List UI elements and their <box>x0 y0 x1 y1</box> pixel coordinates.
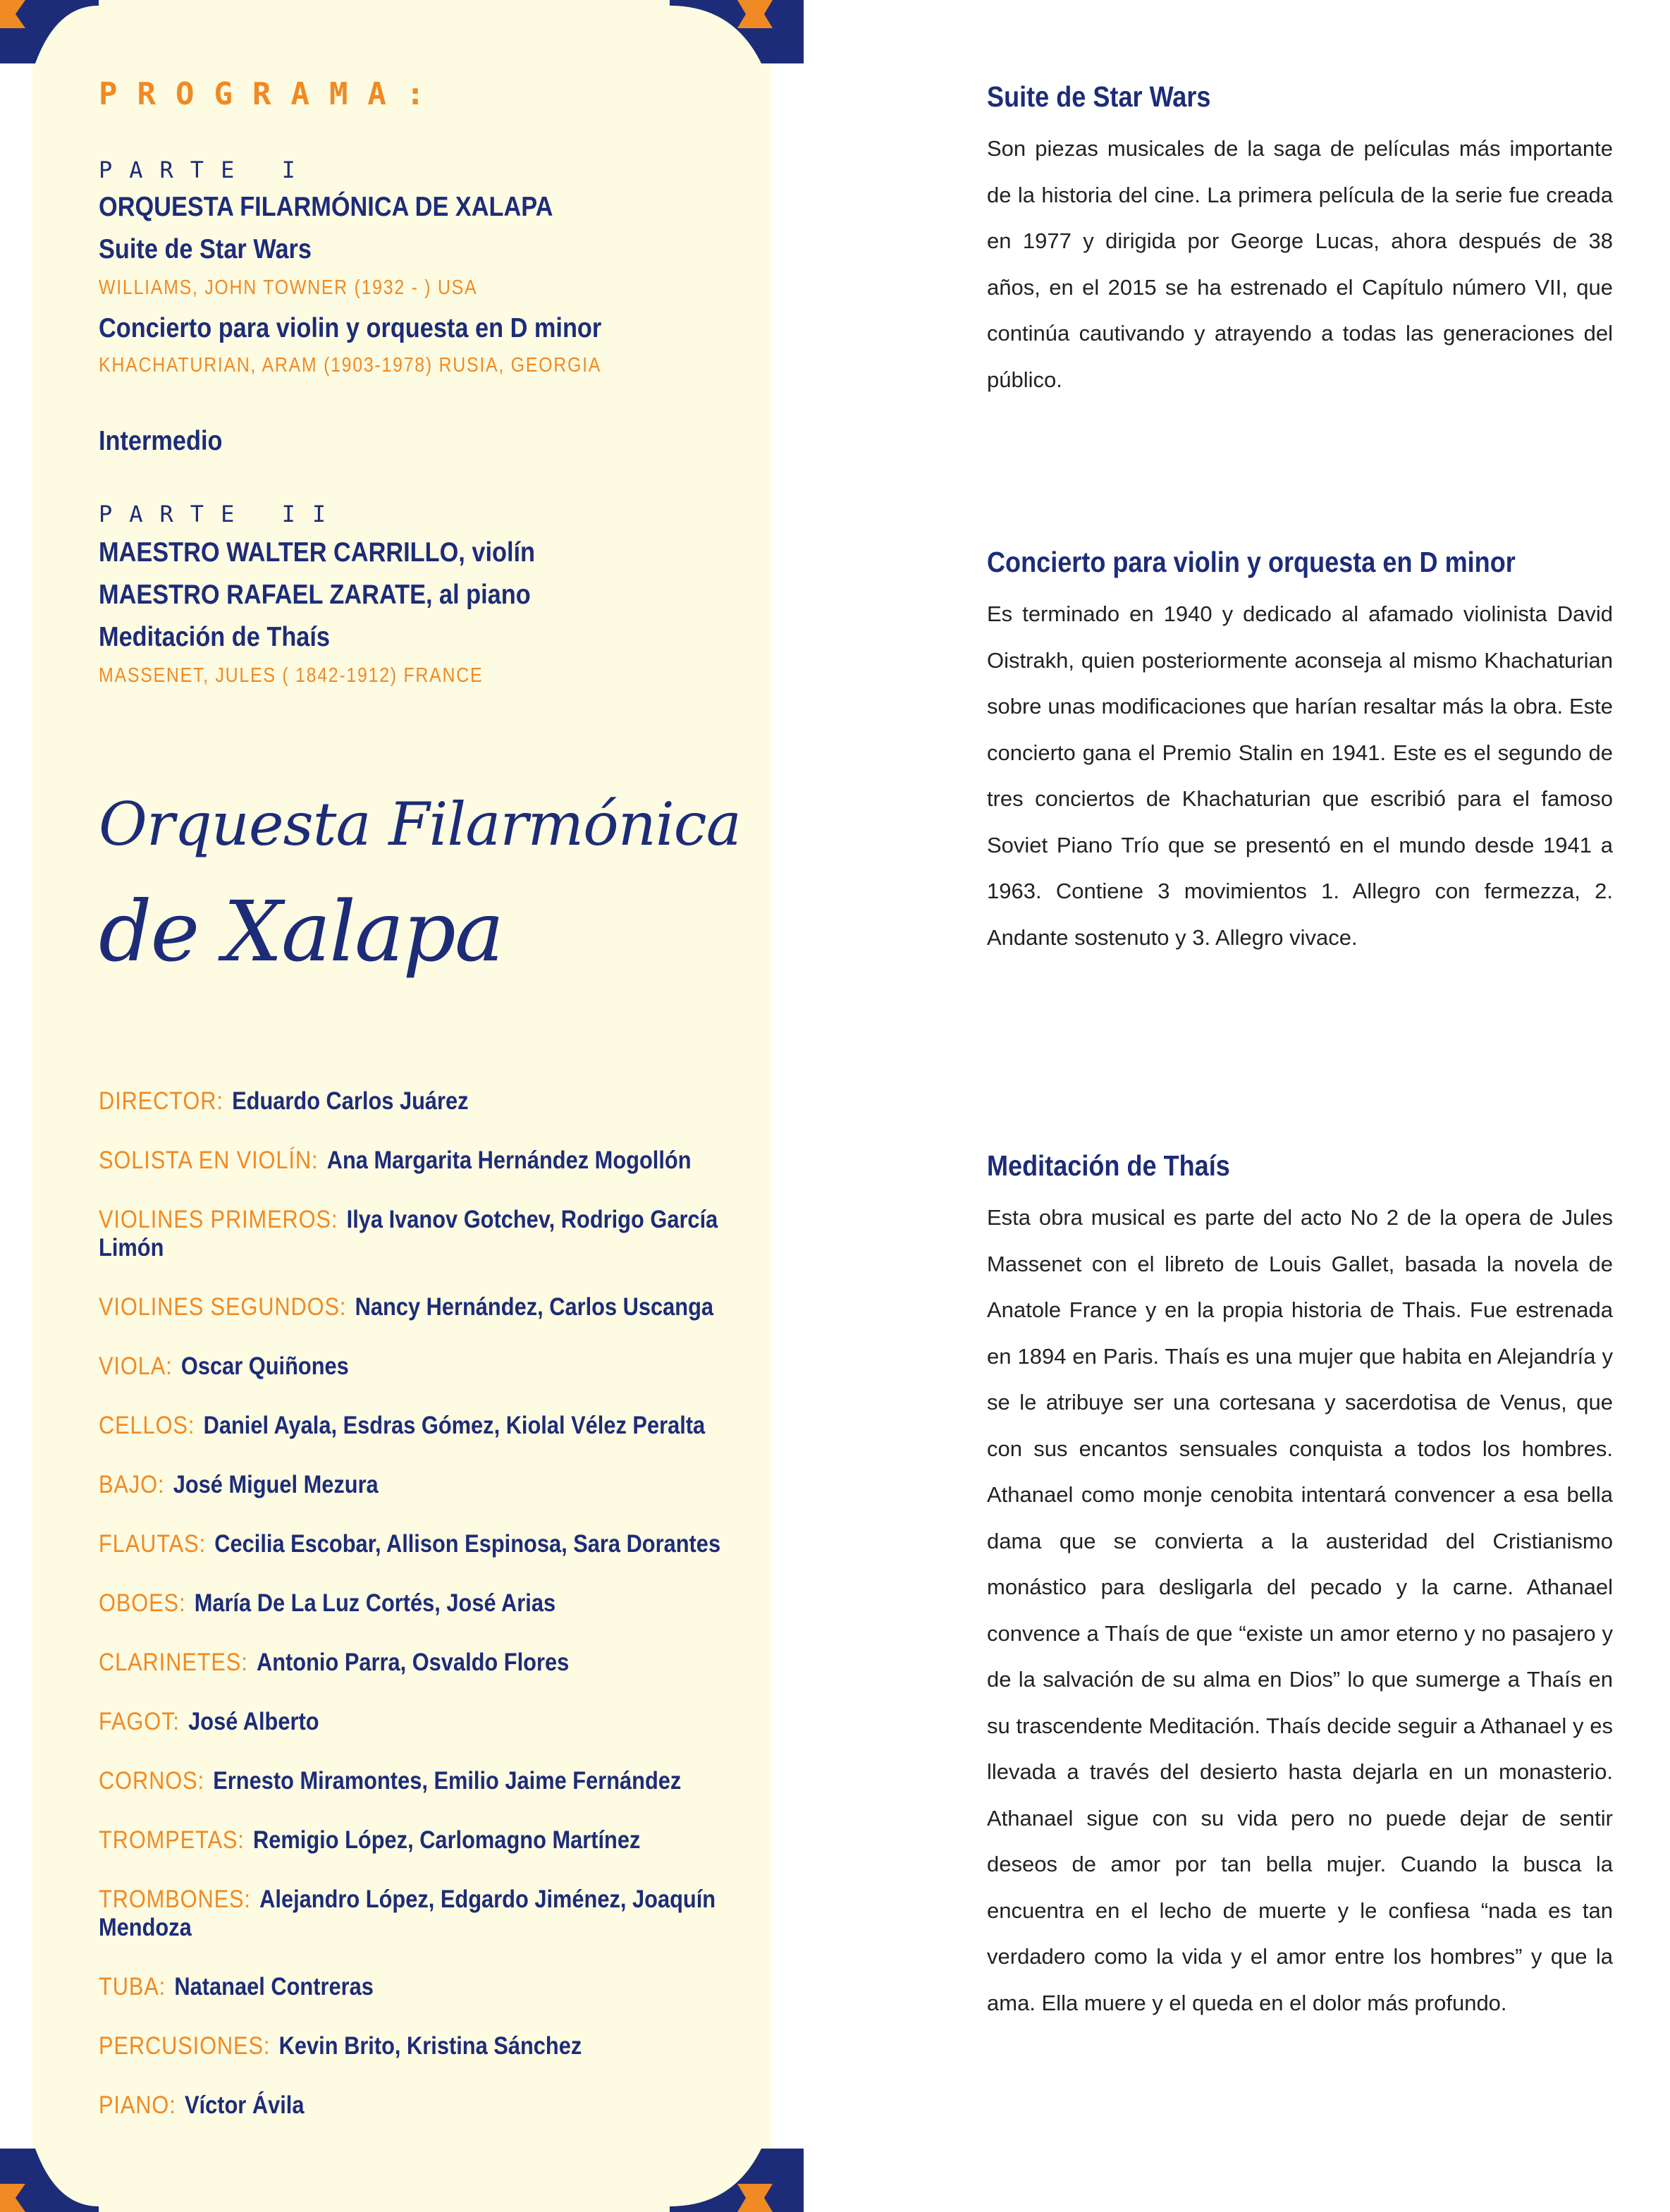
member-role: FLAUTAS: <box>99 1530 206 1558</box>
member-names: José Alberto <box>188 1708 319 1735</box>
script-title-line1: Orquesta Filarmónica <box>99 790 741 859</box>
member-names: Ana Margarita Hernández Mogollón <box>326 1147 692 1174</box>
note-text-star-wars: Son piezas musicales de la saga de películas más importante de la historia del cine. La primera película de la serie fue creada en 1977 y dirigida por George Lucas, ahora después de 38 años, en el 2015 se ha estrenado el Capítulo número VII, que continúa cautivando y atrayendo a todas las generaciones del público. <box>987 136 1613 392</box>
soloist-piano: MAESTRO RAFAEL ZARATE, al piano <box>99 580 531 610</box>
member-role: FAGOT: <box>99 1708 180 1735</box>
member-cellos <box>99 1412 732 1440</box>
member-role: PERCUSIONES: <box>99 2032 271 2060</box>
member-role: VIOLA: <box>99 1352 173 1380</box>
member-role: CORNOS: <box>99 1767 204 1795</box>
member-piano <box>99 2091 732 2120</box>
parte-1-label: PARTE I <box>99 157 312 183</box>
member-names: Antonio Parra, Osvaldo Flores <box>256 1649 570 1676</box>
member-bajo <box>99 1471 732 1499</box>
member-names: Víctor Ávila <box>185 2091 305 2119</box>
member-role: DIRECTOR: <box>99 1087 223 1115</box>
parte-2-label: PARTE II <box>99 501 343 527</box>
member-tuba <box>99 1973 732 2001</box>
note-text-thais: Esta obra musical es parte del acto No 2 de la opera de Jules Massenet con el libreto de Louis Gallet, basada la novela de Anatole France y en la propia historia de Thais. Fue estrenada en 1894 en Paris. Thaís es una mujer que habita en Alejandría y se le atribuye ser una cortesana y sacerdotisa de Venus, que con sus encantos sensuales conquista a todos los hombres. Athanael como monje cenobita intentará convencer a esa bella dama que se convierta a la austeridad del Cristianismo monástico para desligarla del pecado y la carne. Athanael convence a Thaís de que “existe un amor eterno y no pasajero y de la salvación de su alma en Dios” lo que sumerge a Thaís en su trascendente Meditación. Thaís decide seguir a Athanael y es llevada a través del desierto hasta dejarla en un monasterio. Athanael sigue con su vida pero no puede dejar de sentir deseos de amor por tan bella mujer. Cuando la busca la encuentra en el lecho de muerte y le confiesa “nada es tan verdadero como la vida y el amor entre los hombres” y que la ama. Ella muere y el queda en el dolor más profundo. <box>987 1205 1613 2015</box>
script-title-line2: de Xalapa <box>99 883 503 980</box>
piece-thais: Meditación de Thaís <box>99 622 331 652</box>
member-violines-primeros <box>99 1206 732 1262</box>
soloist-violin: MAESTRO WALTER CARRILLO, violín <box>99 537 536 568</box>
member-names: María De La Luz Cortés, José Arias <box>194 1589 556 1617</box>
bottom-left-ornament <box>0 2149 99 2212</box>
top-left-ornament <box>0 0 99 63</box>
note-title-thais: Meditación de Thaís <box>987 1149 1230 1182</box>
member-role: CLARINETES: <box>99 1649 248 1676</box>
member-role: BAJO: <box>99 1471 165 1498</box>
member-role: SOLISTA EN VIOLÍN: <box>99 1147 319 1174</box>
member-role: TROMBONES: <box>99 1886 251 1913</box>
member-role: CELLOS: <box>99 1412 195 1439</box>
member-role: VIOLINES SEGUNDOS: <box>99 1293 347 1321</box>
member-role: VIOLINES PRIMEROS: <box>99 1206 338 1233</box>
bottom-right-ornament <box>670 2149 804 2212</box>
member-role: TUBA: <box>99 1973 166 2000</box>
composer-khachaturian: KHACHATURIAN, ARAM (1903-1978) RUSIA, GEORGIA <box>99 354 602 377</box>
member-solista <box>99 1147 732 1175</box>
member-percusiones <box>99 2032 732 2060</box>
member-names: Ernesto Miramontes, Emilio Jaime Fernández <box>213 1767 682 1795</box>
member-names: Cecilia Escobar, Allison Espinosa, Sara Dorantes <box>214 1530 721 1558</box>
programa-title: PROGRAMA: <box>99 76 445 112</box>
member-fagot <box>99 1708 732 1736</box>
member-names: Nancy Hernández, Carlos Uscanga <box>355 1293 714 1321</box>
top-right-ornament <box>670 0 804 63</box>
member-trombones <box>99 1886 732 1942</box>
member-role: PIANO: <box>99 2091 176 2119</box>
intermedio: Intermedio <box>99 426 223 456</box>
member-oboes <box>99 1589 732 1618</box>
member-director <box>99 1087 732 1116</box>
piece-concierto: Concierto para violin y orquesta en D minor <box>99 313 602 343</box>
member-flautas <box>99 1530 732 1558</box>
note-title-star-wars: Suite de Star Wars <box>987 80 1211 113</box>
member-names: Natanael Contreras <box>174 1973 374 2000</box>
orchestra-name: ORQUESTA FILARMÓNICA DE XALAPA <box>99 192 553 222</box>
member-role: TROMPETAS: <box>99 1826 245 1854</box>
composer-massenet: MASSENET, JULES ( 1842-1912) FRANCE <box>99 664 484 687</box>
member-trompetas <box>99 1826 732 1854</box>
member-names: Kevin Brito, Kristina Sánchez <box>278 2032 582 2060</box>
member-role: OBOES: <box>99 1589 186 1617</box>
member-names: Alejandro López, Edgardo Jiménez, Joaquín Mendoza <box>99 1886 716 1941</box>
composer-williams: WILLIAMS, JOHN TOWNER (1932 - ) USA <box>99 276 478 299</box>
member-viola <box>99 1352 732 1381</box>
note-title-concierto: Concierto para violin y orquesta en D minor <box>987 546 1516 578</box>
member-names: Oscar Quiñones <box>180 1352 349 1380</box>
member-cornos <box>99 1767 732 1795</box>
member-violines-segundos <box>99 1293 732 1321</box>
piece-star-wars: Suite de Star Wars <box>99 234 312 264</box>
member-names: Eduardo Carlos Juárez <box>232 1087 469 1115</box>
member-clarinetes <box>99 1649 732 1677</box>
member-names: José Miguel Mezura <box>173 1471 379 1498</box>
member-names: Daniel Ayala, Esdras Gómez, Kiolal Vélez Peralta <box>203 1412 706 1439</box>
member-names: Remigio López, Carlomagno Martínez <box>253 1826 641 1854</box>
member-names: Ilya Ivanov Gotchev, Rodrigo García Limón <box>99 1206 718 1261</box>
note-text-concierto: Es terminado en 1940 y dedicado al afamado violinista David Oistrakh, quien posteriormente aconseja al mismo Khachaturian sobre unas modificaciones que harían resaltar más la obra. Este concierto gana el Premio Stalin en 1941. Este es el segundo de tres conciertos de Khachaturian que escribió para el famoso Soviet Piano Trío que se presentó en el mundo desde 1941 a 1963. Contiene 3 movimientos 1. Allegro con fermezza, 2. Andante sostenuto y 3. Allegro vivace. <box>987 601 1613 950</box>
